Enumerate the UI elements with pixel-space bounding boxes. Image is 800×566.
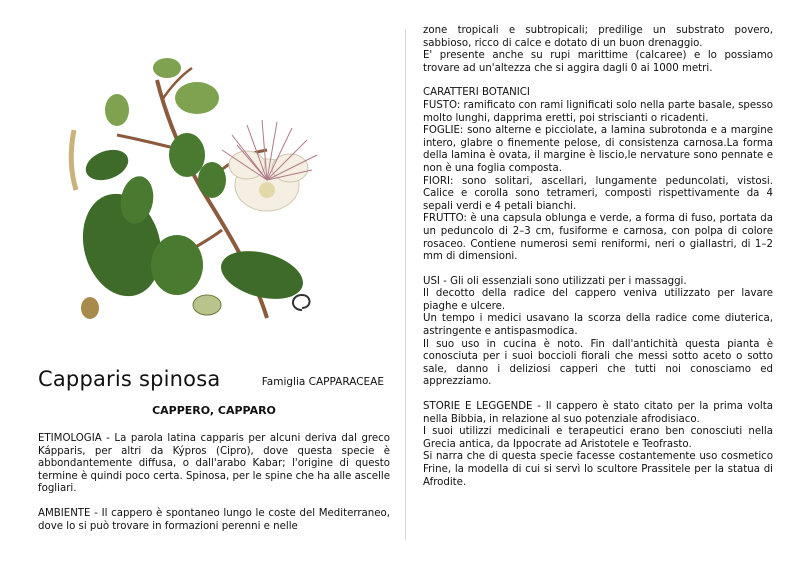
caper-leaf (169, 133, 205, 177)
storie-paragraph: I suoi utilizzi medicinali e terapeutici erano ben conosciuti nella Grecia antica, da Ippocrate ad Aristotele e Teofrasto. (423, 426, 773, 450)
caper-leaf (151, 235, 203, 295)
ambiente-paragraph: AMBIENTE - Il cappero è spontaneo lungo le coste del Mediterraneo, dove lo si può trovare in formazioni perenni e nelle (38, 507, 390, 532)
caper-leaf (175, 82, 219, 114)
frutto-paragraph: FRUTTO: è una capsula oblunga e verde, a forma di fuso, portata da un peduncolo di 2–3 cm, fusiforme e carnosa, con polpa di colore rosaceo. Contiene numerosi semi reniformi, neri o giallastri, di 1–2 mm di dimensioni. (423, 213, 773, 263)
title-row (38, 367, 390, 395)
seed-specimen (293, 295, 310, 310)
family-name: Famiglia CAPPARACEAE (261, 376, 384, 388)
left-column (38, 433, 390, 533)
etimologia-paragraph: ETIMOLOGIA - La parola latina capparis per alcuni deriva dal greco Kápparis, per altri da Kýpros (Cipro), dove questa specie è abbondantemente diffusa, o dall'arabo Kabar; l'origine di questo termine è quindi poco certa. Spinosa, per le spine che ha alle ascelle fogliari. (38, 433, 390, 495)
caper-leaf (105, 94, 129, 126)
usi-paragraph: USI - Gli oli essenziali sono utilizzati per i massaggi. (423, 275, 687, 287)
caper-leaf (198, 162, 226, 198)
usi-paragraph: Il decotto della radice del cappero veniva utilizzato per lavare piaghe e ulcere. (423, 288, 773, 312)
caper-bud-specimen (81, 297, 99, 319)
ambiente-continued: zone tropicali e subtropicali; predilige un substrato povero, sabbioso, ricco di calce e dotato di un buon drenaggio. (423, 25, 773, 49)
usi-paragraph: Il suo uso in cucina è noto. Fin dall'antichità questa pianta è conosciuta per i suoi boccioli fiorali che messi sotto aceto o sotto sale, danno i deliziosi capperi che tutti noi conosciamo ed apprezziamo. (423, 338, 773, 388)
caper-flower (222, 120, 317, 211)
caper-plant-illustration (62, 40, 352, 330)
scientific-name: Capparis spinosa (38, 367, 221, 391)
column-divider (405, 30, 406, 540)
caper-leaf (153, 58, 181, 78)
storie-paragraph: Si narra che di questa specie facesse costantemente uso cosmetico Frine, la modella di cui si servì lo scultore Prassitele per la statua di Afrodite. (423, 451, 773, 488)
fusto-paragraph: FUSTO: ramificato con rami lignificati solo nella parte basale, spesso molto lunghi, dapprima eretti, poi striscianti o ricadenti. (423, 99, 773, 124)
caper-leaf (82, 144, 133, 185)
ambiente-continued: E' presente anche su rupi marittime (calcaree) e lo possiamo trovare ad un'altezza che si aggira dagli 0 ai 1000 metri. (423, 50, 773, 74)
foglie-paragraph: FOGLIE: sono alterne e picciolate, a lamina subrotonda e a margine intero, glabre o finemente pelose, di consistenza carnosa.La forma della lamina è ovata, il margine è liscio,le nervature sono pennate e non è una foglia composta. (423, 125, 773, 174)
common-names: CAPPERO, CAPPARO (152, 404, 276, 417)
caper-fruit-specimen (71, 130, 76, 190)
right-column (423, 25, 773, 489)
usi-paragraph: Un tempo i medici usavano la scorza della radice come diuterica, astringente e antispasmodica. (423, 313, 773, 338)
storie-paragraph: STORIE E LEGGENDE - Il cappero è stato citato per la prima volta nella Bibbia, in relazione al suo potenziale afrodisiaco. (423, 401, 773, 425)
caratteri-heading: CARATTERI BOTANICI (423, 87, 530, 99)
fruit-section-specimen (193, 295, 221, 315)
fiori-paragraph: FIORI: sono solitari, ascellari, lungamente peduncolati, vistosi. Calice e corolla sono tetrameri, composti rispettivamente da 4 sepali verdi e 4 petali bianchi. (423, 175, 773, 212)
